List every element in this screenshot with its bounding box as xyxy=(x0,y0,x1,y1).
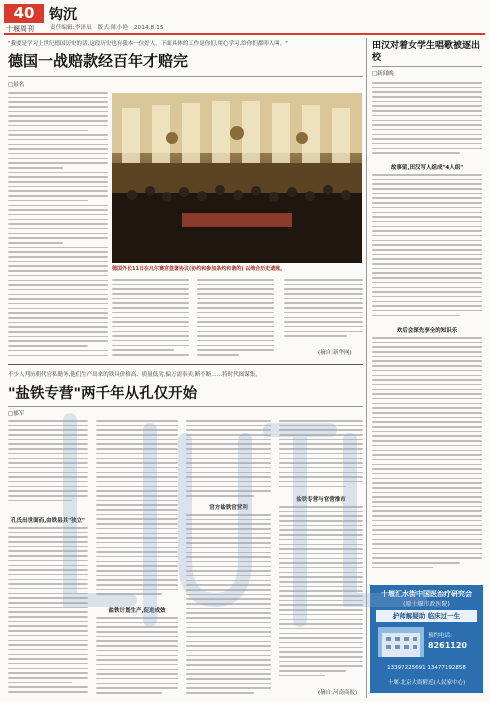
article1-deck: "我要是学习上世纪德国历史的话,这段历史也有我本一位好人。下面具体的工作是你们,用心学习,给你们都叩人叫。" xyxy=(8,41,288,47)
article2-rule xyxy=(8,406,363,407)
article2-title: "盐铁专营"两千年从孔仅开始 xyxy=(8,386,198,402)
article2-source: (摘自:河南商报) xyxy=(318,690,358,696)
article2-column-4a xyxy=(279,420,363,492)
page-number: 40 xyxy=(4,4,44,23)
article1-column-3 xyxy=(197,279,274,359)
article1-rule xyxy=(8,76,363,77)
article1-source: (摘自:新华网) xyxy=(318,350,352,356)
article1-column-1 xyxy=(8,92,108,360)
photo-caption: 德国外长11日在凡尔赛宫签署协议(协约和参加条约和谐的) 以缔合历史遗账。 xyxy=(112,266,286,272)
ad-subheading: (原十堰市政医院) xyxy=(403,601,450,608)
article2-subhead-4: 盐铁专营与官营推市 xyxy=(296,497,346,503)
right-rule xyxy=(372,66,482,67)
right-article-title: 田汉对着女学生唱歌被逐出校 xyxy=(372,41,481,63)
ad-mobile: 13397225691 13477192858 xyxy=(387,665,466,671)
article1-byline: □悬名 xyxy=(8,82,25,88)
editor-credits: 责任编辑:李泽辰 版式:陈小艳 2014.8.15 xyxy=(50,25,164,31)
right-column-c xyxy=(372,337,482,577)
article1-column-4 xyxy=(284,279,363,343)
article2-subhead-2: 盐铁计划生产,促进成效 xyxy=(108,608,166,614)
article2-column-2a xyxy=(96,420,178,605)
article2-column-2b xyxy=(96,617,178,697)
article2-subhead-3: 官方盐铁官营利 xyxy=(209,505,248,511)
article-separator xyxy=(8,364,363,365)
ad-slogan: 护师解疑助 临床过一生 xyxy=(376,610,477,622)
ad-phone: 8261120 xyxy=(428,641,467,650)
article2-column-3a xyxy=(186,420,271,500)
section-name: 十堰周刊 xyxy=(6,25,34,33)
right-subhead-1: 故事留,田汉写人组成"4人组" xyxy=(390,165,464,171)
article2-column-1a xyxy=(8,420,88,512)
article2-subhead-1: 孔氏出世面而,由铁县其"独立" xyxy=(11,518,85,524)
article2-column-1b xyxy=(8,527,88,697)
right-column-a xyxy=(372,82,482,160)
ad-address: 十堰·北京大街附近(人民家中心) xyxy=(387,680,466,686)
ad-building-image xyxy=(378,627,424,657)
article2-column-3b xyxy=(186,514,271,697)
article2-byline: □郁军 xyxy=(8,411,25,417)
article1-column-2 xyxy=(112,279,189,359)
right-byline: □新闻晚 xyxy=(372,71,394,77)
treaty-photo xyxy=(112,93,362,263)
ad-heading: 十堰汇水街中国医治疗研究会 xyxy=(381,590,472,598)
hospital-ad[interactable] xyxy=(370,585,483,693)
column-title: 钩沉 xyxy=(49,7,77,23)
article2-column-4b xyxy=(279,506,363,682)
right-subhead-2: 欢后会深先享全的知识乐 xyxy=(396,328,458,334)
right-column-b xyxy=(372,174,482,324)
header-rule xyxy=(4,33,485,35)
column-divider xyxy=(366,38,367,698)
ad-phone-label: 预约电话: xyxy=(428,633,452,639)
article1-title: 德国一战赔款经百年才赔完 xyxy=(8,52,189,70)
article2-deck: 不少人判历朝代官私勤务,他们生产出来的铁具价格高、质量低劣,偏万需奉卖,断不断……特时代图谋集。 xyxy=(8,372,261,378)
